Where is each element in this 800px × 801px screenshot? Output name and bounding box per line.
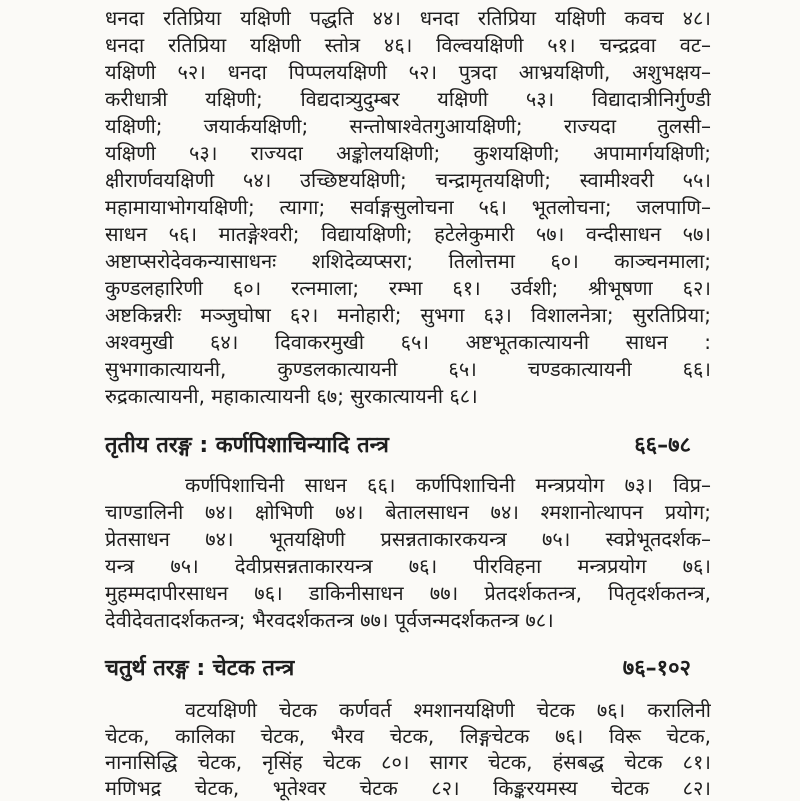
toc-line: मणिभद्र चेटक, भूतेश्वर चेटक ८२। किङ्करयमस्य चेटक ८२। xyxy=(105,776,711,800)
toc-line: यक्षिणी; जयार्कयक्षिणी; सन्तोषाश्वेतगुआयक्षिणी; राज्यदा तुलसी– xyxy=(105,114,711,138)
toc-line: अष्टाप्सरोदेवकन्यासाधनः शशिदेव्यप्सरा; तिलोत्तमा ६०। काञ्चनमाला; xyxy=(105,249,711,273)
toc-line: यन्त्र ७५। देवीप्रसन्नताकारयन्त्र ७६। पीरविहना मन्त्रप्रयोग ७६। xyxy=(105,554,711,578)
toc-line: चाण्डालिनी ७४। क्षोभिणी ७४। बेतालसाधन ७४। श्मशानोत्थापन प्रयोग; xyxy=(105,500,711,524)
toc-line: वटयक्षिणी चेटक कर्णवर्त श्मशानयक्षिणी चेटक ७६। करालिनी xyxy=(185,698,711,722)
toc-line: कुण्डलहारिणी ६०। रत्नमाला; रम्भा ६१। उर्वशी; श्रीभूषणा ६२। xyxy=(105,276,711,300)
toc-line: प्रेतसाधन ७४। भूतयक्षिणी प्रसन्नताकारकयन्त्र ७५। स्वप्नेभूतदर्शक– xyxy=(105,527,711,551)
toc-line: धनदा रतिप्रिया यक्षिणी स्तोत्र ४६। विल्वयक्षिणी ५१। चन्द्रद्रवा वट– xyxy=(105,33,711,57)
toc-line: अष्टकिन्नरीः मञ्जुघोषा ६२। मनोहारी; सुभगा ६३। विशालनेत्रा; सुरतिप्रिया; xyxy=(105,303,711,327)
toc-line: महामायाभोगयक्षिणी; त्यागा; सर्वाङ्गसुलोचना ५६। भूतलोचना; जलपाणि– xyxy=(105,195,711,219)
chapter-page-range: ७६–१०२ xyxy=(622,656,691,681)
toc-line: देवीदेवतादर्शकतन्त्र; भैरवदर्शकतन्त्र ७७। पूर्वजन्मदर्शकतन्त्र ७८। xyxy=(105,608,554,632)
toc-line: अश्वमुखी ६४। दिवाकरमुखी ६५। अष्टभूतकात्यायनी साधन : xyxy=(105,330,711,354)
toc-content xyxy=(105,5,711,801)
chapter-page-range: ६६–७८ xyxy=(634,433,691,458)
toc-line: साधन ५६। मातङ्गेश्वरी; विद्यायक्षिणी; हटेलेकुमारी ५७। वन्दीसाधन ५७। xyxy=(105,222,711,246)
toc-line: करीधात्री यक्षिणी; विद्यदात्र्युदुम्बर यक्षिणी ५३। विद्यादात्रीनिर्गुण्डी xyxy=(105,87,711,111)
toc-line: नानासिद्धि चेटक, नृसिंह चेटक ८०। सागर चेटक, हंसबद्ध चेटक ८१। xyxy=(105,750,711,774)
toc-line: कर्णपिशाचिनी साधन ६६। कर्णपिशाचिनी मन्त्रप्रयोग ७३। विप्र– xyxy=(185,473,711,497)
chapter-title: तृतीय तरङ्ग : कर्णपिशाचिन्यादि तन्त्र xyxy=(105,433,389,458)
toc-line: रुद्रकात्यायनी, महाकात्यायनी ६७; सुरकात्यायनी ६८। xyxy=(105,384,478,408)
toc-line: मुहम्मदापीरसाधन ७६। डाकिनीसाधन ७७। प्रेतदर्शकतन्त्र, पितृदर्शकतन्त्र, xyxy=(105,581,711,605)
toc-paragraph xyxy=(105,472,711,634)
toc-line: सुभगाकात्यायनी, कुण्डलकात्यायनी ६५। चण्डकात्यायनी ६६। xyxy=(105,357,711,381)
toc-line: धनदा रतिप्रिया यक्षिणी पद्धति ४४। धनदा रतिप्रिया यक्षिणी कवच ४८। xyxy=(105,6,711,30)
toc-line: चेटक, कालिका चेटक, भैरव चेटक, लिङ्गचेटक ७६। विरू चेटक, xyxy=(105,724,711,748)
toc-line: क्षीरार्णवयक्षिणी ५४। उच्छिष्टयक्षिणी; चन्द्रामृतयक्षिणी; स्वामीश्वरी ५५। xyxy=(105,168,711,192)
toc-paragraph xyxy=(105,697,711,801)
toc-line: यक्षिणी ५३। राज्यदा अङ्कोलयक्षिणी; कुशयक्षिणी; अपामार्गयक्षिणी; xyxy=(105,141,711,165)
toc-paragraph xyxy=(105,5,711,410)
chapter-heading xyxy=(105,655,711,682)
chapter-title: चतुर्थ तरङ्ग : चेटक तन्त्र xyxy=(105,656,295,681)
chapter-heading xyxy=(105,432,711,459)
toc-line: यक्षिणी ५२। धनदा पिप्पलयक्षिणी ५२। पुत्रदा आभ्रयक्षिणी, अशुभक्षय– xyxy=(105,60,711,84)
